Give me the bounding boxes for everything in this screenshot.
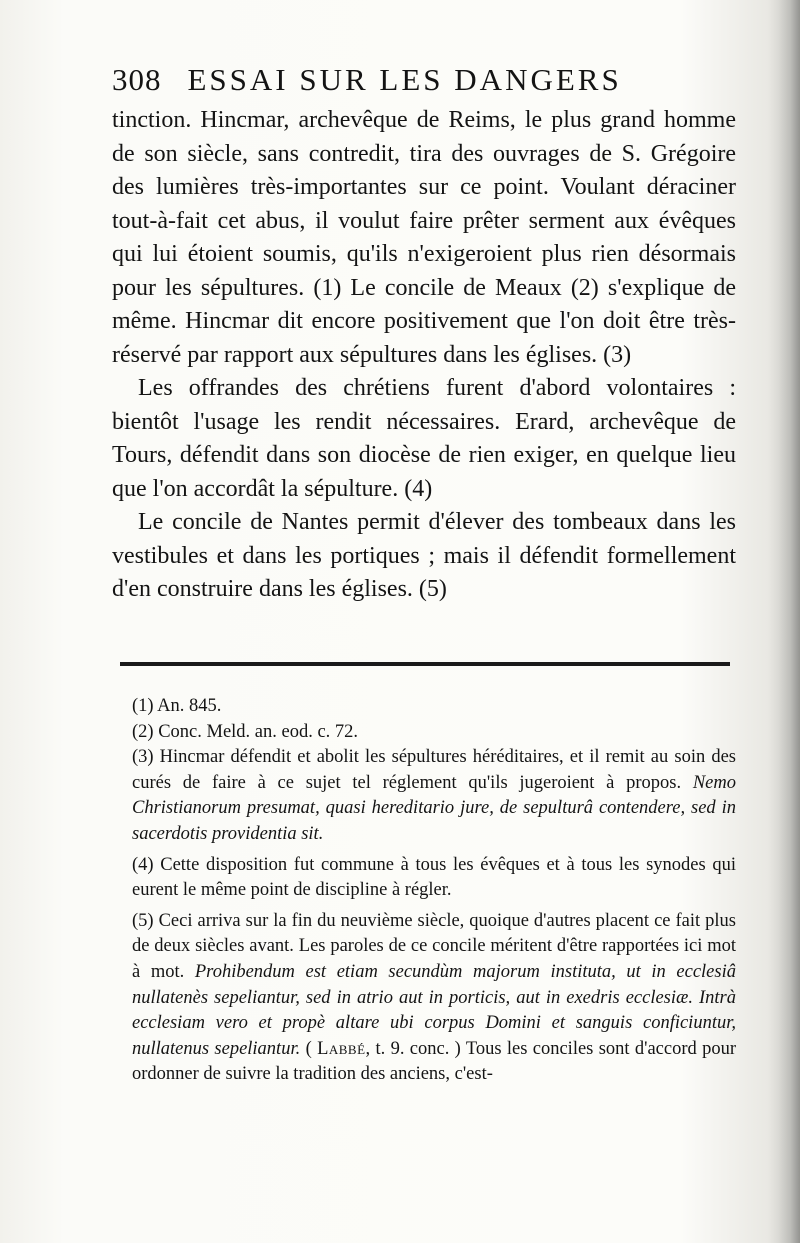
footnote-5 (132, 909, 736, 1088)
footnote-5-latin-quote: Prohibendum est etiam secundùm majorum instituta, ut in ecclesiâ nullatenès sepeliantur, sed in atrio aut in porticis, aut in exedris ecclesiæ. Intrà ecclesiam vero et propè altare ubi corpus Domini et sanguis conficiuntur, nullatenus sepeliantur. (132, 961, 736, 1059)
footnote-5-ref-open: ( (300, 1038, 318, 1059)
main-text (112, 104, 736, 607)
running-title: ESSAI SUR LES DANGERS (187, 62, 622, 97)
paragraph-1: tinction. Hincmar, archevêque de Reims, le plus grand homme de son siècle, sans contredit, tira des ouvrages de S. Grégoire des lumières très-importantes sur ce point. Voulant déraciner tout-à-fait cet abus, il voulut faire prêter serment aux évêques qui lui étoient soumis, qu'ils n'exigeroient plus rien désormais pour les sépultures. (1) Le concile de Meaux (2) s'explique de même. Hincmar dit encore positivement que l'on doit être très-réservé par rapport aux sépultures dans les églises. (3) (112, 107, 736, 368)
page-number: 308 (112, 62, 162, 97)
footnote-separator-rule (120, 662, 730, 666)
footnote-5-ref-rest: , t. 9. conc. ) (365, 1038, 466, 1059)
footnote-5-text: (5) Ceci arriva sur la fin du neuvième siècle, quoique d'autres placent ce fait plus de deux siècles avant. Les paroles de ce concile méritent d'être rapportées ici mot à mot. (132, 910, 736, 982)
paragraph-3: Le concile de Nantes permit d'élever des tombeaux dans les vestibules et dans les portiques ; mais il défendit formellement d'en construire dans les églises. (5) (112, 509, 736, 602)
footnote-4: (4) Cette disposition fut commune à tous les évêques et à tous les synodes qui eurent le même point de discipline à régler. (132, 854, 736, 901)
footnote-2: (2) Conc. Meld. an. eod. c. 72. (132, 721, 359, 742)
footnote-3 (132, 745, 736, 847)
paragraph-2: Les offrandes des chrétiens furent d'abord volontaires : bientôt l'usage les rendit nécessaires. Erard, archevêque de Tours, défendit dans son diocèse de rien exiger, en quelque lieu que l'on accordât la sépulture. (4) (112, 375, 736, 502)
page-edge-shadow (778, 0, 800, 1243)
footnote-1: (1) An. 845. (132, 696, 222, 716)
footnote-5-ref-author: Labbé (317, 1038, 366, 1059)
footnotes (132, 694, 736, 1088)
footnote-3-text: (3) Hincmar défendit et abolit les sépultures héréditaires, et il remit au soin des curés de faire à ce sujet tel réglement qu'ils jugeroient à propos. (132, 747, 736, 793)
footnote-3-latin-quote: Nemo Christianorum presumat, quasi hereditario jure, de sepulturâ contendere, sed in sacerdotis providentia sit. (132, 772, 736, 844)
footnote-5-tail: Tous les conciles sont d'accord pour ordonner de suivre la tradition des anciens, c'est- (132, 1038, 736, 1085)
running-header (112, 58, 692, 102)
